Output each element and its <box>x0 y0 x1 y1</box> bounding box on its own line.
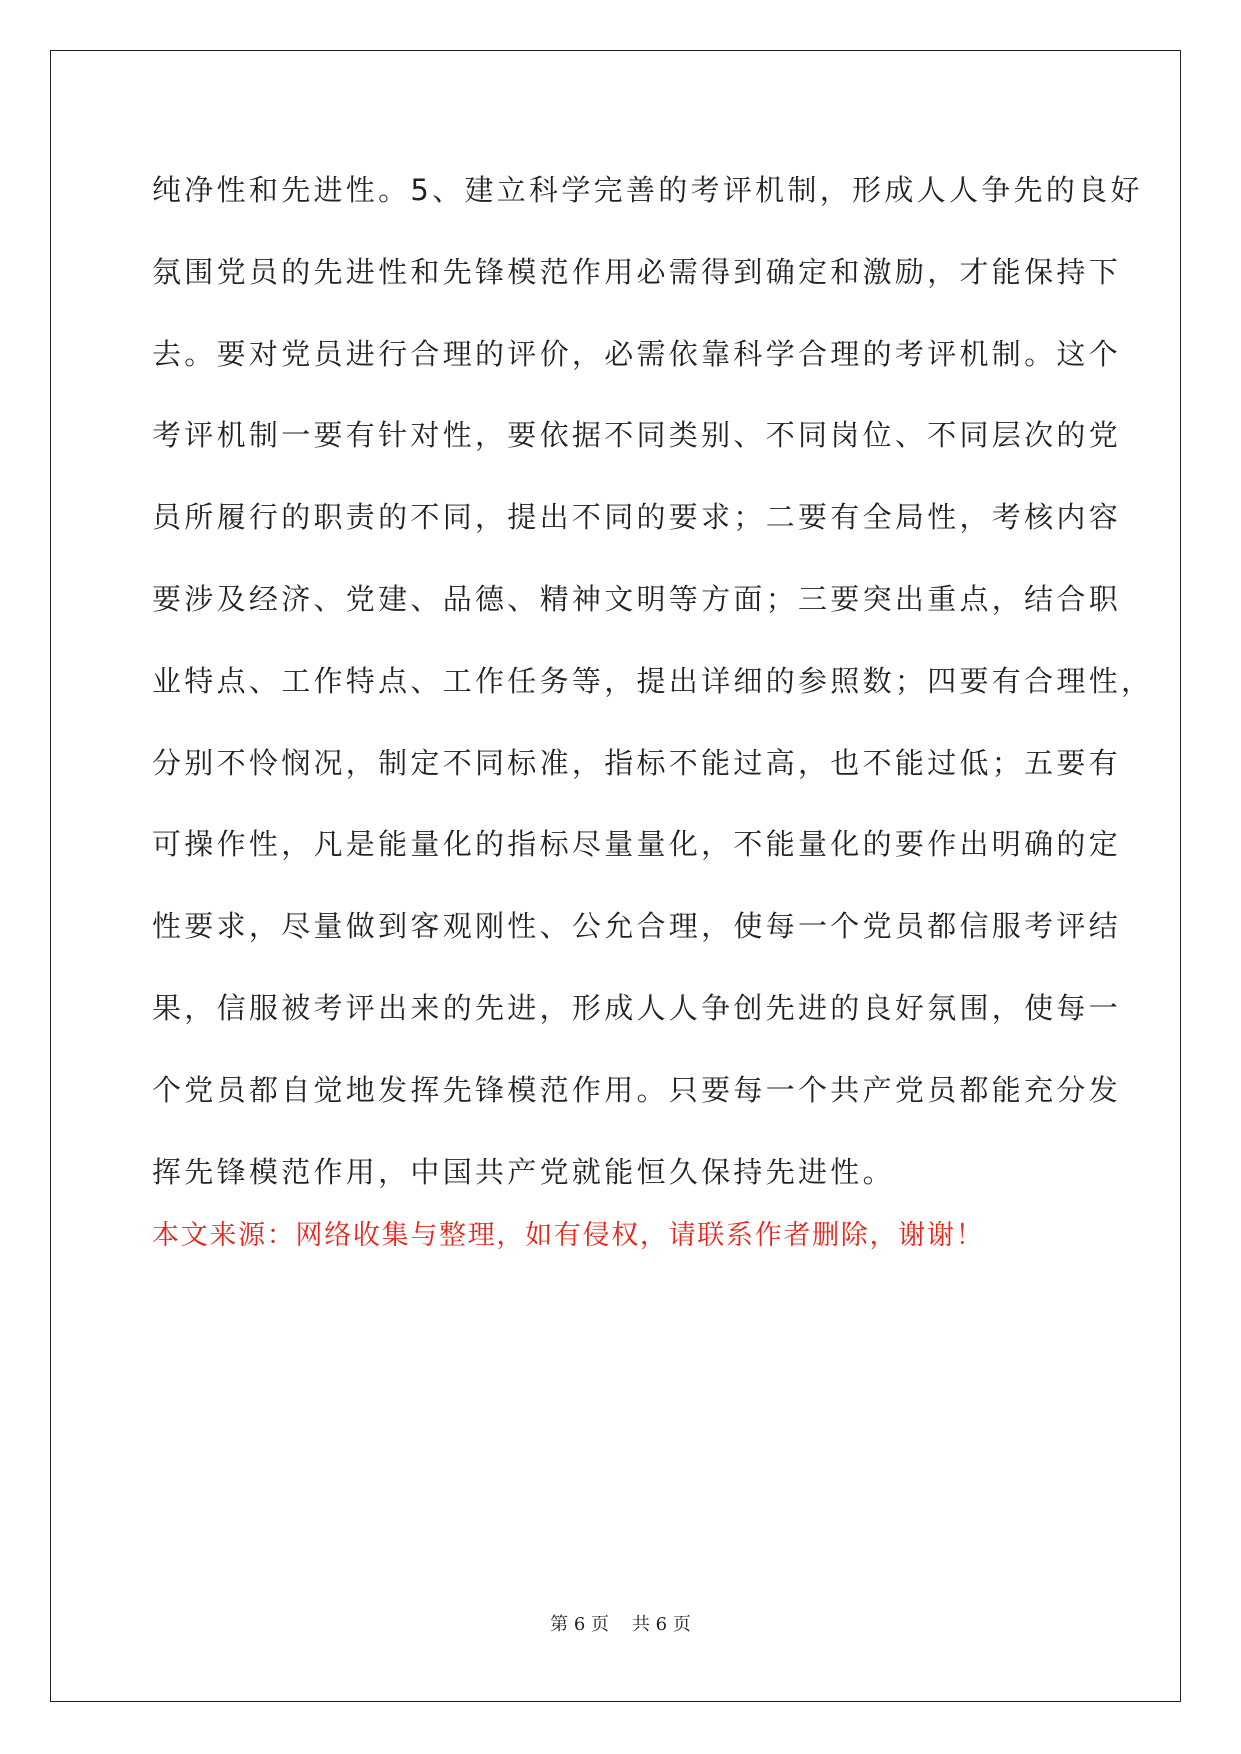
text-line: 纯净性和先进性。5、建立科学完善的考评机制，形成人人争先的良好 <box>152 173 1143 207</box>
text-line: 考评机制一要有针对性，要依据不同类别、不同岗位、不同层次的党 <box>152 418 1122 453</box>
text-line: 可操作性，凡是能量化的指标尽量量化，不能量化的要作出明确的定 <box>152 827 1122 862</box>
text-line: 个党员都自觉地发挥先锋模范作用。只要每一个共产党员都能充分发 <box>152 1072 1122 1107</box>
source-note: 本文来源：网络收集与整理，如有侵权，请联系作者删除，谢谢！ <box>152 1220 985 1251</box>
text-line: 业特点、工作特点、工作任务等，提出详细的参照数；四要有合理性， <box>152 663 1154 698</box>
text-line: 果，信服被考评出来的先进，形成人人争创先进的良好氛围，使每一 <box>152 990 1122 1025</box>
text-line: 要涉及经济、党建、品德、精神文明等方面；三要突出重点，结合职 <box>152 581 1122 616</box>
text-line: 氛围党员的先进性和先锋模范作用必需得到确定和激励，才能保持下 <box>152 254 1122 289</box>
page-number-footer: 第 6 页 共 6 页 <box>550 1614 691 1635</box>
text-line: 挥先锋模范作用，中国共产党就能恒久保持先进性。 <box>152 1154 895 1189</box>
text-line: 去。要对党员进行合理的评价，必需依靠科学合理的考评机制。这个 <box>152 336 1122 371</box>
text-line: 员所履行的职责的不同，提出不同的要求；二要有全局性，考核内容 <box>152 500 1122 535</box>
body-text <box>152 160 1154 1223</box>
text-line: 性要求，尽量做到客观刚性、公允合理，使每一个党员都信服考评结 <box>152 909 1122 944</box>
text-line: 分别不怜悯况，制定不同标准，指标不能过高，也不能过低；五要有 <box>152 745 1122 780</box>
